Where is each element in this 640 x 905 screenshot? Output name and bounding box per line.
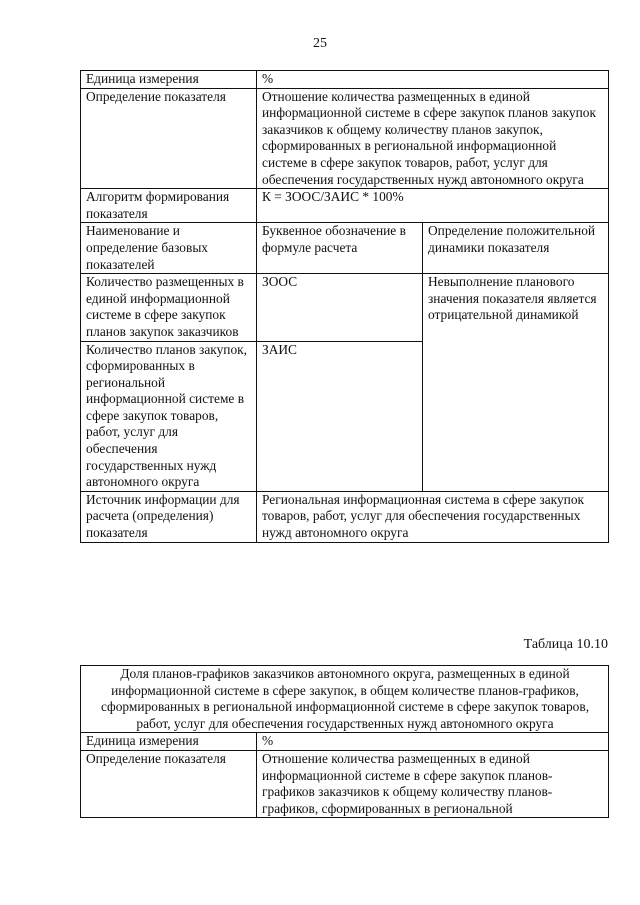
- source-label: Источник информации для расчета (определения) показателя: [81, 491, 257, 542]
- indicator-table: [80, 70, 609, 543]
- table-header-row: [81, 223, 609, 274]
- dynamics-value: Невыполнение планового значения показателя является отрицательной динамикой: [423, 274, 609, 492]
- base-header-symbol: Буквенное обозначение в формуле расчета: [257, 223, 423, 274]
- source-value: Региональная информационная система в сфере закупок товаров, работ, услуг для обеспечения государственных нужд автономного округа: [257, 491, 609, 542]
- table-title: Доля планов-графиков заказчиков автономного округа, размещенных в единой информационной системе в сфере закупок, в общем количестве планов-графиков, сформированных в региональной информационной системе в сфере закупок товаров, работ, услуг для обеспечения государственных нужд автономного округа: [81, 666, 609, 733]
- table-caption: Таблица 10.10: [523, 637, 608, 652]
- table-row: [81, 189, 609, 223]
- base-name: Количество планов закупок, сформированных в региональной информационной системе в сфере закупок товаров, работ, услуг для обеспечения государственных нужд автономного округа: [81, 341, 257, 491]
- table-title-row: [81, 666, 609, 733]
- unit-label: Единица измерения: [81, 733, 257, 751]
- page-number: 25: [313, 36, 327, 51]
- unit-value: %: [257, 733, 609, 751]
- table-row: [81, 491, 609, 542]
- definition-label: Определение показателя: [81, 88, 257, 189]
- unit-label: Единица измерения: [81, 71, 257, 89]
- definition-value: Отношение количества размещенных в единой информационной системе в сфере закупок планов закупок заказчиков к общему количеству планов закупок, сформированных в региональной информационной системе в сфере закупок товаров, работ, услуг для обеспечения государственных нужд автономного округа: [257, 88, 609, 189]
- definition-value: Отношение количества размещенных в единой информационной системе в сфере закупок планов-графиков заказчиков к общему количеству планов-графиков, сформированных в региональной: [257, 750, 609, 817]
- algorithm-value: К = ЗООС/ЗАИС * 100%: [257, 189, 609, 223]
- base-header-name: Наименование и определение базовых показателей: [81, 223, 257, 274]
- definition-label: Определение показателя: [81, 750, 257, 817]
- algorithm-label: Алгоритм формирования показателя: [81, 189, 257, 223]
- table-row: [81, 71, 609, 89]
- indicator-table-10-10: [80, 665, 609, 818]
- base-name: Количество размещенных в единой информационной системе в сфере закупок планов закупок заказчиков: [81, 274, 257, 341]
- table-row: [81, 88, 609, 189]
- base-symbol: ЗАИС: [257, 341, 423, 491]
- table-row: [81, 750, 609, 817]
- table-row: [81, 274, 609, 341]
- table-row: [81, 733, 609, 751]
- unit-value: %: [257, 71, 609, 89]
- base-header-dynamics: Определение положительной динамики показателя: [423, 223, 609, 274]
- base-symbol: ЗООС: [257, 274, 423, 341]
